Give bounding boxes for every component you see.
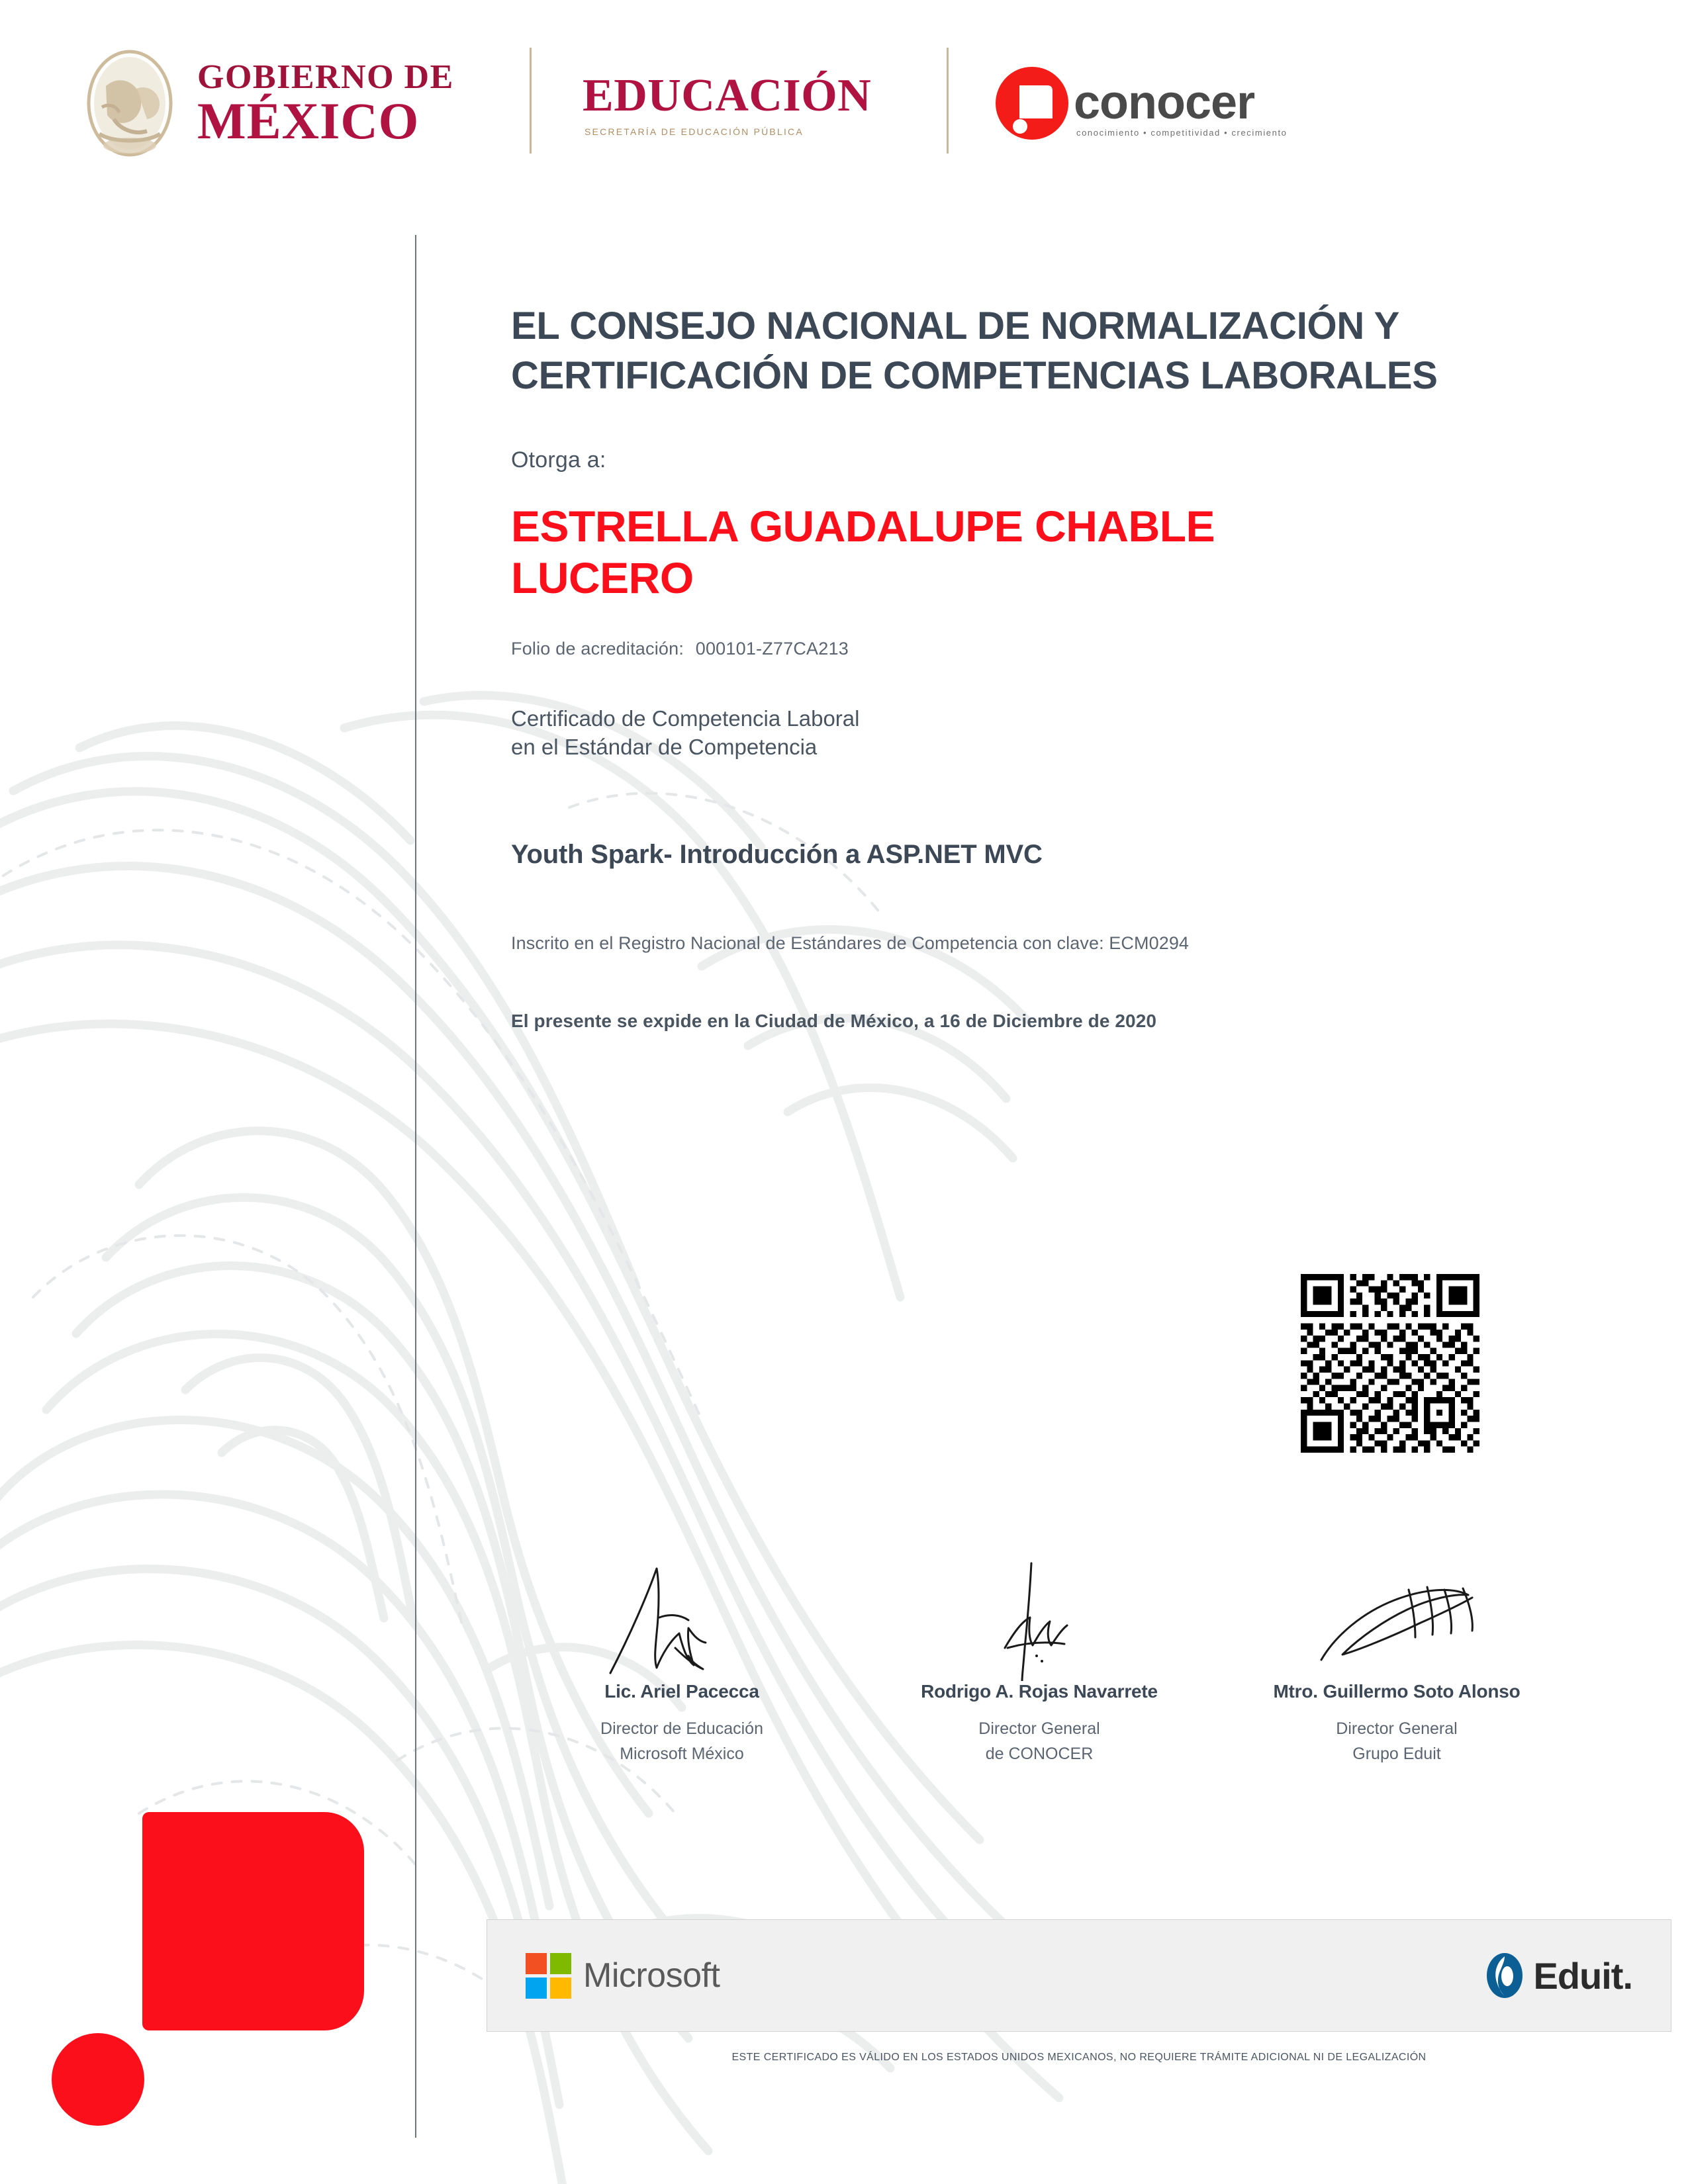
signature-mark-3 (1218, 1542, 1575, 1681)
signature-block (503, 1542, 1575, 1766)
gobierno-text-block (197, 58, 454, 150)
folio-value: 000101-Z77CA213 (695, 638, 849, 659)
conocer-wordmark: conocer (1074, 76, 1255, 129)
registry-line: Inscrito en el Registro Nacional de Estándares de Competencia con clave: ECM0294 (511, 933, 1190, 954)
grant-label: Otorga a: (511, 447, 606, 473)
signatory-name-1: Lic. Ariel Pacecca (604, 1681, 759, 1702)
certificate-description-line2: en el Estándar de Competencia (511, 735, 818, 760)
educacion-title: EDUCACIÓN (583, 70, 872, 121)
header-divider-1 (530, 48, 532, 154)
competency-standard-name: Youth Spark- Introducción a ASP.NET MVC (511, 840, 1043, 870)
signatory-role-2-line2: de CONOCER (985, 1744, 1094, 1763)
signature-column-1 (503, 1542, 861, 1766)
eduit-logo (1483, 1951, 1632, 2000)
educacion-logo (583, 69, 871, 137)
microsoft-logo (526, 1953, 720, 1999)
partner-footer-bar (487, 1919, 1671, 2032)
conocer-text-block (1074, 69, 1288, 138)
educacion-subtitle: SECRETARÍA DE EDUCACIÓN PÚBLICA (585, 126, 804, 137)
legal-validity-note: ESTE CERTIFICADO ES VÁLIDO EN LOS ESTADOS UNIDOS MEXICANOS, NO REQUIERE TRÁMITE ADICIONAL NI DE LEGALIZACIÓN (731, 2052, 1427, 2063)
signatory-role-1-line2: Microsoft México (620, 1744, 744, 1763)
signature-mark-2 (861, 1542, 1218, 1681)
eduit-mark-icon (1483, 1951, 1526, 2000)
qr-code[interactable] (1301, 1274, 1479, 1453)
conocer-mark-icon (993, 64, 1071, 142)
gobierno-line2: MÉXICO (197, 91, 420, 150)
eduit-wordmark: Eduit. (1533, 1954, 1632, 1997)
signatory-role-3-line1: Director General (1336, 1719, 1458, 1738)
signature-column-3 (1218, 1542, 1575, 1766)
signatory-role-2-line1: Director General (978, 1719, 1100, 1738)
certificate-description (511, 704, 1504, 762)
signatory-name-3: Mtro. Guillermo Soto Alonso (1273, 1681, 1521, 1702)
certificate-description-line1: Certificado de Competencia Laboral (511, 705, 860, 731)
gobierno-line1: GOBIERNO DE (197, 58, 454, 96)
signatory-role-3 (1218, 1717, 1575, 1766)
microsoft-wordmark: Microsoft (583, 1956, 720, 1995)
folio-line (511, 639, 1504, 659)
certificate-body (511, 301, 1504, 1032)
issue-date-line: El presente se expide en la Ciudad de México, a 16 de Diciembre de 2020 (511, 1011, 1157, 1032)
vertical-divider-rule (415, 235, 416, 2138)
gobierno-de-mexico-logo (79, 46, 454, 160)
conocer-brand-circle (52, 2033, 144, 2126)
signatory-role-3-line2: Grupo Eduit (1352, 1744, 1441, 1763)
document-header (0, 0, 1688, 199)
header-divider-2 (947, 48, 949, 154)
signatory-name-2: Rodrigo A. Rojas Navarrete (921, 1681, 1158, 1702)
issuer-title: EL CONSEJO NACIONAL DE NORMALIZACIÓN Y CERTIFICACIÓN DE COMPETENCIAS LABORALES (511, 304, 1438, 398)
signatory-role-1 (503, 1717, 861, 1766)
microsoft-squares-icon (526, 1953, 571, 1999)
conocer-tagline: conocimiento • competitividad • crecimiento (1076, 128, 1288, 138)
conocer-brand-square (142, 1812, 364, 2030)
signature-column-2 (861, 1542, 1218, 1766)
conocer-logo (993, 69, 1288, 142)
recipient-name: ESTRELLA GUADALUPE CHABLE LUCERO (511, 501, 1215, 602)
signatory-role-2 (861, 1717, 1218, 1766)
signatory-role-1-line1: Director de Educación (600, 1719, 763, 1738)
signature-mark-1 (503, 1542, 861, 1681)
mexico-eagle-emblem-icon (79, 46, 180, 160)
folio-label: Folio de acreditación: (511, 638, 684, 659)
